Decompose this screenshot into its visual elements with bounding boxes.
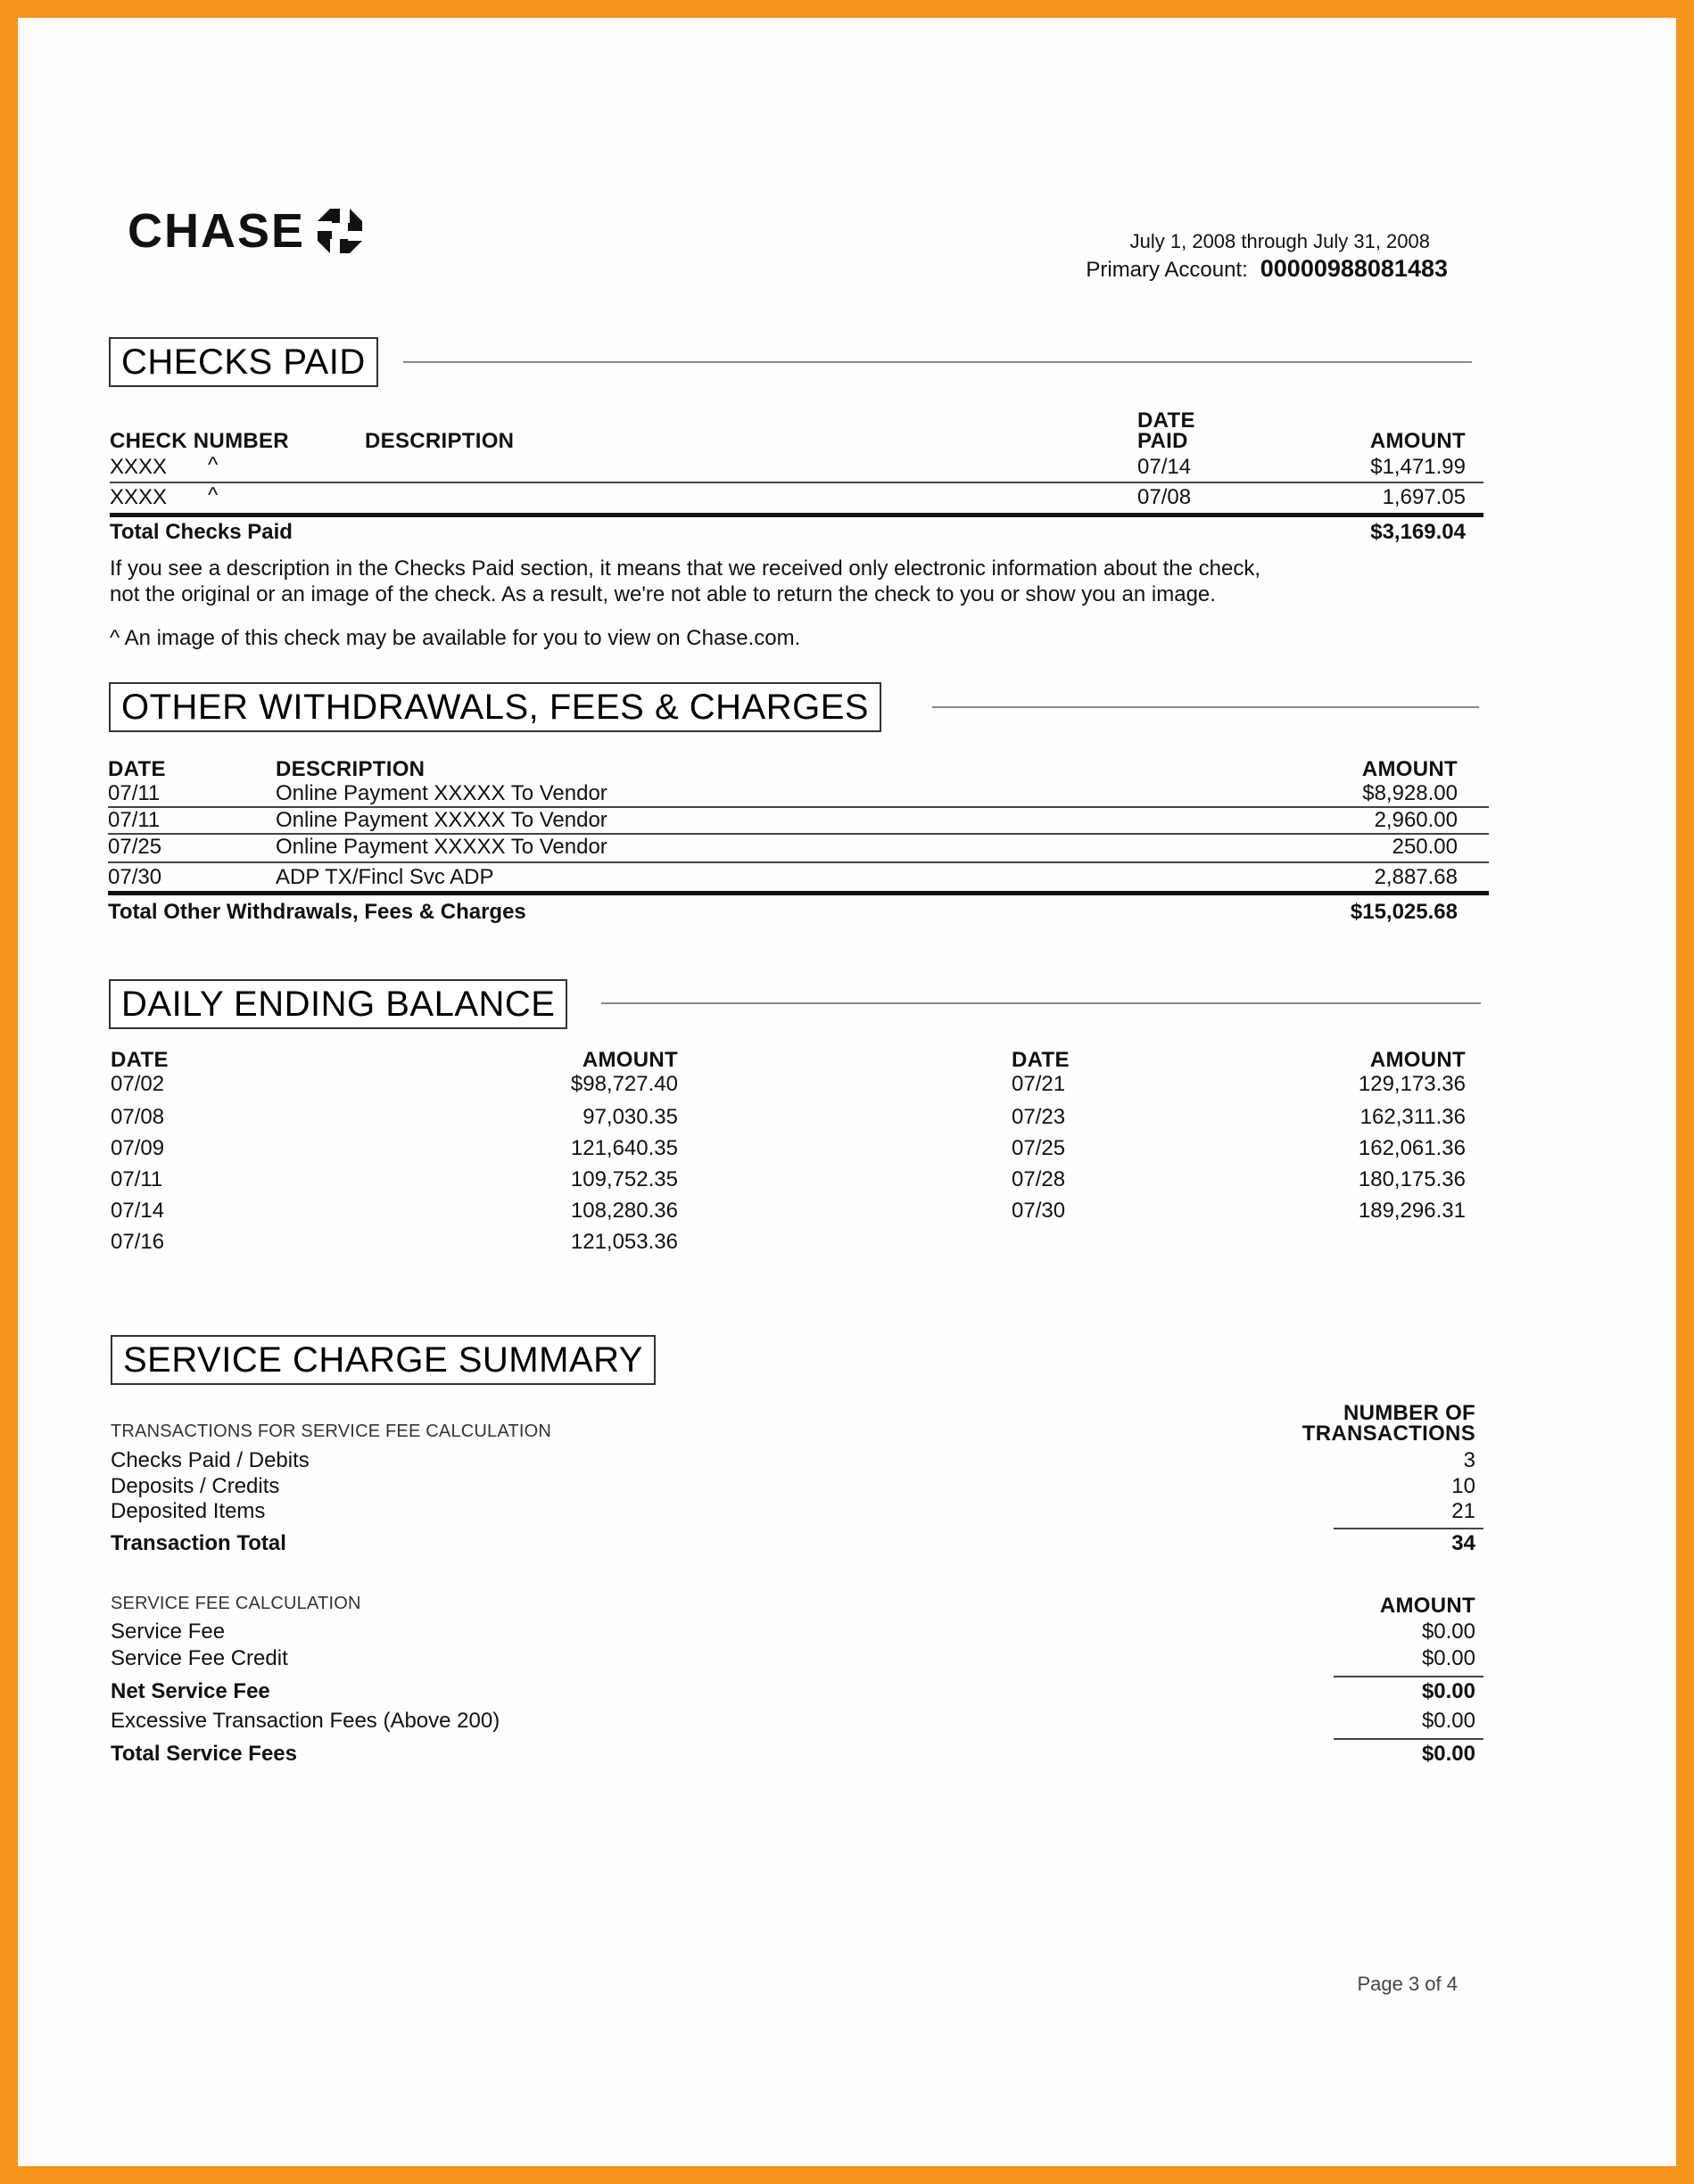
page-number: Page 3 of 4 — [1357, 1973, 1458, 1995]
db-left-4-date: 07/11 — [111, 1167, 163, 1191]
wd-row-3-desc: Online Payment XXXXX To Vendor — [276, 835, 607, 859]
number-of-label-1: NUMBER OF — [1343, 1401, 1475, 1425]
wd-row-2-date: 07/11 — [108, 808, 161, 832]
db-right-5-date: 07/30 — [1012, 1199, 1066, 1223]
checks-note-2: not the original or an image of the check. As a result, we're not able to return the check to you or show you an image. — [110, 582, 1216, 606]
db-right-1-amount: 129,173.36 — [1358, 1072, 1466, 1096]
wd-row-2-desc: Online Payment XXXXX To Vendor — [276, 808, 607, 832]
check-row-2-flag: ^ — [208, 483, 219, 507]
wd-row-divider — [108, 861, 1489, 863]
db-left-5-date: 07/14 — [111, 1199, 165, 1223]
db-left-6-date: 07/16 — [111, 1230, 165, 1254]
db-left-1-amount: $98,727.40 — [570, 1072, 678, 1096]
wd-col-date: DATE — [108, 757, 166, 781]
db-col-date-right: DATE — [1012, 1048, 1070, 1072]
check-row-2-date: 07/08 — [1137, 485, 1192, 509]
txn-total-label: Transaction Total — [111, 1531, 286, 1555]
transactions-label: TRANSACTIONS FOR SERVICE FEE CALCULATION — [111, 1422, 552, 1441]
wd-row-1-amount: $8,928.00 — [1362, 781, 1458, 805]
excessive-fees-label: Excessive Transaction Fees (Above 200) — [111, 1709, 500, 1733]
db-left-3-date: 07/09 — [111, 1136, 165, 1160]
service-fee-credit-value: $0.00 — [1421, 1646, 1475, 1670]
daily-balance-title: DAILY ENDING BALANCE — [109, 979, 567, 1029]
txn-checks-paid-value: 3 — [1463, 1448, 1475, 1472]
db-right-5-amount: 189,296.31 — [1358, 1199, 1466, 1223]
txn-deposited-items-value: 21 — [1451, 1499, 1475, 1523]
wd-row-4-amount: 2,887.68 — [1374, 865, 1458, 889]
db-left-6-amount: 121,053.36 — [570, 1230, 678, 1254]
wd-col-description: DESCRIPTION — [276, 757, 426, 781]
number-of-label-2: TRANSACTIONS — [1301, 1422, 1475, 1446]
txn-total-rule — [1334, 1528, 1483, 1529]
checks-total-rule — [110, 513, 1483, 517]
fee-calc-label: SERVICE FEE CALCULATION — [111, 1594, 361, 1613]
check-row-2-amount: 1,697.05 — [1382, 485, 1466, 509]
col-amount: AMOUNT — [1369, 429, 1466, 453]
col-check-number: CHECK NUMBER — [110, 429, 289, 453]
wd-row-3-amount: 250.00 — [1392, 835, 1458, 859]
db-right-3-date: 07/25 — [1012, 1136, 1066, 1160]
db-left-5-amount: 108,280.36 — [570, 1199, 678, 1223]
txn-deposits-value: 10 — [1451, 1474, 1475, 1498]
db-right-4-date: 07/28 — [1012, 1167, 1066, 1191]
daily-balance-rule — [601, 1002, 1481, 1004]
db-right-3-amount: 162,061.36 — [1358, 1136, 1466, 1160]
total-service-fees-value: $0.00 — [1421, 1742, 1475, 1766]
wd-row-4-desc: ADP TX/Fincl Svc ADP — [276, 865, 494, 889]
wd-row-4-date: 07/30 — [108, 865, 162, 889]
db-col-amount-left: AMOUNT — [582, 1048, 678, 1072]
checks-total-amount: $3,169.04 — [1370, 520, 1466, 544]
col-date-paid-2: PAID — [1137, 429, 1188, 453]
check-row-1-flag: ^ — [208, 453, 219, 477]
txn-deposits-label: Deposits / Credits — [111, 1474, 280, 1498]
excessive-fees-value: $0.00 — [1421, 1709, 1475, 1733]
col-date-paid-1: DATE — [1137, 408, 1195, 433]
wd-total-label: Total Other Withdrawals, Fees & Charges — [108, 900, 526, 924]
wd-row-1-date: 07/11 — [108, 781, 161, 805]
withdrawals-title: OTHER WITHDRAWALS, FEES & CHARGES — [109, 682, 881, 732]
account-info — [1086, 255, 1448, 283]
checks-total-label: Total Checks Paid — [110, 520, 293, 544]
total-fees-rule — [1334, 1738, 1483, 1740]
db-left-1-date: 07/02 — [111, 1072, 165, 1096]
fee-amount-label: AMOUNT — [1379, 1594, 1475, 1618]
checks-image-note: ^ An image of this check may be available for you to view on Chase.com. — [110, 626, 801, 650]
total-service-fees-label: Total Service Fees — [111, 1742, 297, 1766]
service-charge-title: SERVICE CHARGE SUMMARY — [111, 1335, 656, 1385]
db-right-2-amount: 162,311.36 — [1359, 1105, 1466, 1129]
db-right-4-amount: 180,175.36 — [1358, 1167, 1466, 1191]
db-right-1-date: 07/21 — [1012, 1072, 1066, 1096]
check-row-1-amount: $1,471.99 — [1370, 455, 1466, 479]
txn-total-value: 34 — [1451, 1531, 1475, 1555]
wd-col-amount: AMOUNT — [1361, 757, 1458, 781]
db-left-2-amount: 97,030.35 — [583, 1105, 678, 1129]
account-label: Primary Account: — [1086, 258, 1248, 282]
statement-period: July 1, 2008 through July 31, 2008 — [1129, 230, 1430, 252]
db-col-date-left: DATE — [111, 1048, 169, 1072]
db-col-amount-right: AMOUNT — [1369, 1048, 1466, 1072]
chase-octagon-icon — [316, 207, 364, 255]
checks-paid-title: CHECKS PAID — [109, 337, 378, 387]
wd-total-rule — [108, 891, 1489, 895]
col-description: DESCRIPTION — [365, 429, 515, 453]
checks-note-1: If you see a description in the Checks Paid section, it means that we received only electronic information about the check, — [110, 556, 1261, 581]
chase-logo — [128, 204, 364, 258]
db-left-2-date: 07/08 — [111, 1105, 165, 1129]
check-row-2-number: XXXX — [110, 485, 168, 509]
account-number: 00000988081483 — [1260, 255, 1448, 282]
checks-paid-rule — [403, 361, 1472, 363]
db-left-4-amount: 109,752.35 — [570, 1167, 678, 1191]
check-row-divider — [110, 482, 1483, 483]
db-left-3-amount: 121,640.35 — [570, 1136, 678, 1160]
service-fee-value: $0.00 — [1421, 1619, 1475, 1644]
net-service-fee-value: $0.00 — [1421, 1679, 1475, 1703]
txn-deposited-items-label: Deposited Items — [111, 1499, 266, 1523]
db-right-2-date: 07/23 — [1012, 1105, 1066, 1129]
net-service-fee-label: Net Service Fee — [111, 1679, 270, 1703]
statement-page — [18, 18, 1676, 2166]
withdrawals-rule — [932, 706, 1479, 708]
txn-checks-paid-label: Checks Paid / Debits — [111, 1448, 310, 1472]
wd-row-2-amount: 2,960.00 — [1374, 808, 1458, 832]
service-fee-label: Service Fee — [111, 1619, 226, 1644]
net-fee-rule — [1334, 1676, 1483, 1677]
wd-row-1-desc: Online Payment XXXXX To Vendor — [276, 781, 607, 805]
check-row-1-date: 07/14 — [1137, 455, 1192, 479]
check-row-1-number: XXXX — [110, 455, 168, 479]
logo-text: CHASE — [128, 204, 306, 258]
wd-row-3-date: 07/25 — [108, 835, 162, 859]
service-fee-credit-label: Service Fee Credit — [111, 1646, 288, 1670]
wd-total-amount: $15,025.68 — [1350, 900, 1458, 924]
